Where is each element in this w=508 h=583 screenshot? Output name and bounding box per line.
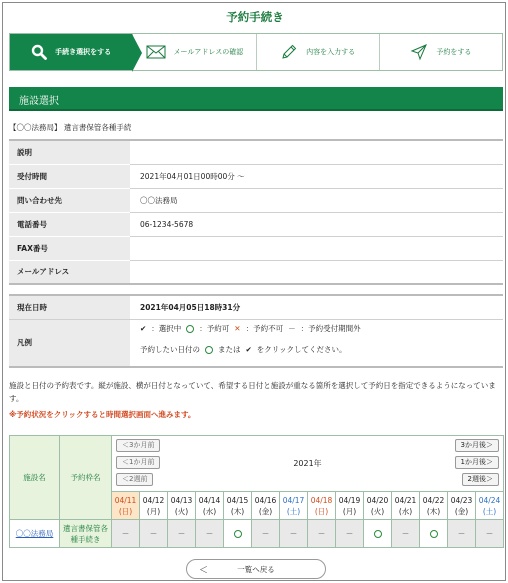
info-value: 06-1234-5678 <box>130 212 503 236</box>
day-weekday: (月) <box>146 506 161 516</box>
circle-icon <box>430 530 438 538</box>
info-label: 問い合わせ先 <box>9 188 130 212</box>
calendar-day-header <box>392 492 420 520</box>
back-to-list-button[interactable] <box>186 559 326 579</box>
day-weekday: (土) <box>482 506 497 516</box>
info-row <box>9 188 503 212</box>
progress-steps <box>9 33 503 71</box>
calendar-availability-row <box>10 520 504 548</box>
calendar-description: 施設と日付の予約表です。縦が施設、横が日付となっていて、希望する日付と施設が重なる箇所を選択して予約日を指定できるようになっています。 <box>9 381 496 403</box>
slot-available-cell[interactable] <box>420 520 448 548</box>
reservation-type-cell <box>60 520 112 548</box>
calendar-day-header <box>476 492 504 520</box>
day-date: 04/24 <box>478 495 501 505</box>
info-label: 受付時間 <box>9 164 130 188</box>
paper-plane-icon <box>410 43 428 61</box>
dash-symbol: － <box>345 529 354 538</box>
info-value: 〇〇法務局 <box>130 188 503 212</box>
check-icon: ✔ <box>140 324 147 334</box>
status-table <box>9 294 503 368</box>
info-label: 説明 <box>9 140 130 164</box>
type-line-2: 種手続き <box>70 534 101 544</box>
day-date: 04/15 <box>226 495 249 505</box>
day-date: 04/17 <box>282 495 305 505</box>
day-date: 04/19 <box>338 495 361 505</box>
day-date: 04/11 <box>114 495 137 505</box>
dash-symbol: － <box>485 529 494 538</box>
dash-symbol: － <box>177 529 186 538</box>
dash-symbol: － <box>401 529 410 538</box>
slot-outside-period-cell <box>392 520 420 548</box>
dash-symbol: － <box>289 529 298 538</box>
info-row <box>9 236 503 260</box>
next-1-month-button[interactable]: 1か月後＞ <box>455 456 499 469</box>
info-row <box>9 140 503 164</box>
day-date: 04/16 <box>254 495 277 505</box>
day-date: 04/22 <box>422 495 445 505</box>
dash-symbol: － <box>317 529 326 538</box>
legend-unavailable-text: ：予約不可 <box>245 324 284 334</box>
calendar-day-header <box>280 492 308 520</box>
calendar-nav-row <box>10 436 504 492</box>
day-weekday: (金) <box>258 506 273 516</box>
slot-outside-period-cell <box>168 520 196 548</box>
prev-2-weeks-button[interactable]: ＜2週前 <box>116 473 153 486</box>
dash-symbol: － <box>205 529 214 538</box>
step-label: 手続き選択をする <box>55 48 112 56</box>
section-header: 施設選択 <box>9 87 503 111</box>
info-value <box>130 236 503 260</box>
calendar-day-header <box>308 492 336 520</box>
facility-title: 【〇〇法務局】 遺言書保管各種手続 <box>9 123 132 132</box>
slot-available-cell[interactable] <box>224 520 252 548</box>
day-weekday: (木) <box>230 506 245 516</box>
current-datetime-row <box>9 295 503 319</box>
circle-icon <box>374 530 382 538</box>
step-enter-details <box>256 34 379 70</box>
day-weekday: (水) <box>398 506 413 516</box>
chevron-left-icon: ＜ <box>199 565 209 576</box>
step-label: 内容を入力する <box>306 48 356 56</box>
type-line-1: 遺言書保管各 <box>63 523 108 533</box>
next-3-months-button[interactable]: 3か月後＞ <box>455 439 499 452</box>
slot-outside-period-cell <box>112 520 140 548</box>
info-label: FAX番号 <box>9 236 130 260</box>
col-type-header: 予約枠名 <box>60 436 112 520</box>
slot-outside-period-cell <box>252 520 280 548</box>
step-label: メールアドレスの確認 <box>173 48 244 56</box>
hint-prefix: 予約したい日付の <box>140 345 200 355</box>
facility-info-table <box>9 139 503 285</box>
day-date: 04/12 <box>142 495 165 505</box>
info-label: 電話番号 <box>9 212 130 236</box>
day-weekday: (金) <box>454 506 469 516</box>
cross-icon: ✕ <box>234 324 241 334</box>
current-datetime-label: 現在日時 <box>9 295 130 319</box>
slot-outside-period-cell <box>140 520 168 548</box>
step-confirm-email <box>132 34 255 70</box>
calendar-day-header <box>448 492 476 520</box>
hint-suffix: をクリックしてください。 <box>256 345 347 355</box>
info-label: メールアドレス <box>9 260 130 284</box>
calendar-day-header <box>224 492 252 520</box>
calendar-day-header <box>168 492 196 520</box>
calendar-day-header <box>112 492 140 520</box>
info-row <box>9 260 503 284</box>
day-weekday: (日) <box>314 506 329 516</box>
step-make-reservation <box>379 34 502 70</box>
info-row <box>9 164 503 188</box>
next-2-weeks-button[interactable]: 2週後＞ <box>462 473 499 486</box>
day-weekday: (土) <box>286 506 301 516</box>
reservation-calendar <box>9 435 504 548</box>
legend-available-text: ：予約可 <box>199 324 230 334</box>
check-icon: ✔ <box>245 345 252 355</box>
back-button-label: 一覧へ戻る <box>237 564 275 574</box>
day-date: 04/20 <box>366 495 389 505</box>
calendar-day-header <box>420 492 448 520</box>
calendar-day-header <box>196 492 224 520</box>
day-weekday: (木) <box>426 506 441 516</box>
calendar-day-header <box>364 492 392 520</box>
legend-label: 凡例 <box>9 319 130 367</box>
circle-icon <box>186 325 194 333</box>
info-value: 2021年04月01日00時00分 ～ <box>130 164 503 188</box>
calendar-day-header <box>336 492 364 520</box>
facility-name-link[interactable]: 〇〇法務局 <box>15 529 54 538</box>
info-value <box>130 140 503 164</box>
day-weekday: (火) <box>370 506 385 516</box>
day-date: 04/23 <box>450 495 473 505</box>
legend-outside-text: ：予約受付期間外 <box>300 324 361 334</box>
circle-icon <box>234 530 242 538</box>
day-weekday: (水) <box>202 506 217 516</box>
dash-symbol: － <box>261 529 270 538</box>
info-row <box>9 212 503 236</box>
dash-symbol: － <box>149 529 158 538</box>
calendar-nav <box>112 436 504 492</box>
slot-outside-period-cell <box>308 520 336 548</box>
page-title: 予約手続き <box>226 10 284 24</box>
day-date: 04/14 <box>198 495 221 505</box>
current-datetime-value: 2021年04月05日18時31分 <box>130 295 503 319</box>
slot-outside-period-cell <box>336 520 364 548</box>
info-value <box>130 260 503 284</box>
step-label: 予約をする <box>436 48 472 56</box>
day-weekday: (月) <box>342 506 357 516</box>
day-date: 04/13 <box>170 495 193 505</box>
dash-symbol: － <box>457 529 466 538</box>
dash-symbol: － <box>288 324 296 334</box>
circle-icon <box>205 346 213 354</box>
slot-outside-period-cell <box>476 520 504 548</box>
calendar-day-header <box>140 492 168 520</box>
page-frame <box>2 2 506 581</box>
slot-outside-period-cell <box>448 520 476 548</box>
envelope-icon <box>146 45 166 59</box>
dash-symbol: － <box>121 529 130 538</box>
legend-row <box>9 319 503 367</box>
day-date: 04/18 <box>310 495 333 505</box>
slot-available-cell[interactable] <box>364 520 392 548</box>
day-weekday: (日) <box>118 506 133 516</box>
day-weekday: (火) <box>174 506 189 516</box>
prev-3-months-button[interactable]: ＜3か月前 <box>116 439 160 452</box>
day-date: 04/21 <box>394 495 417 505</box>
step-select-procedure <box>10 34 132 70</box>
search-icon <box>31 44 47 60</box>
prev-1-month-button[interactable]: ＜1か月前 <box>116 456 160 469</box>
pencil-icon <box>280 43 298 61</box>
warning-note: ※予約状況をクリックすると時間選択画面へ進みます。 <box>9 410 196 419</box>
slot-outside-period-cell <box>196 520 224 548</box>
hint-or: または <box>218 345 241 355</box>
slot-outside-period-cell <box>280 520 308 548</box>
legend-content <box>130 319 503 367</box>
facility-name-cell <box>10 520 60 548</box>
legend-line <box>140 323 493 334</box>
col-facility-header: 施設名 <box>10 436 60 520</box>
calendar-day-header <box>252 492 280 520</box>
legend-hint <box>140 344 493 355</box>
legend-selected-text: ：選択中 <box>151 324 182 334</box>
calendar-year: 2021年 <box>293 459 322 468</box>
